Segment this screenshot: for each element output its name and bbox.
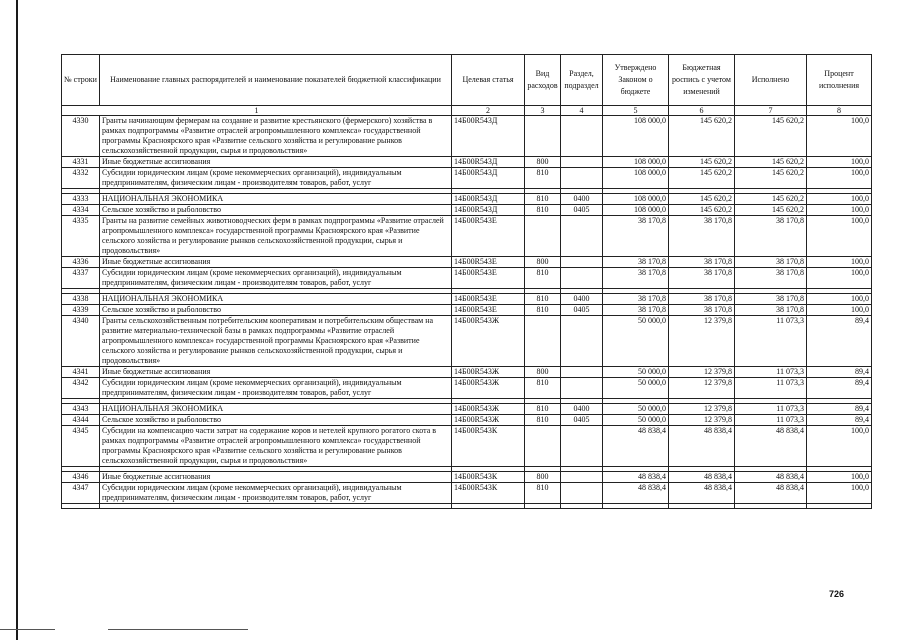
table-row [62,415,872,426]
row-name: Сельское хозяйство и рыболовство [100,415,452,426]
row-name: НАЦИОНАЛЬНАЯ ЭКОНОМИКА [100,294,452,305]
row-budget-amount: 48 838,4 [669,483,735,504]
row-target-code: 14Б00R543Д [452,194,525,205]
row-target-code: 14Б00R543Д [452,205,525,216]
spacer-cell [669,504,735,509]
row-execution-percent: 100,0 [807,268,872,289]
column-number: 1 [62,106,452,116]
row-name: НАЦИОНАЛЬНАЯ ЭКОНОМИКА [100,194,452,205]
spacer-cell [525,504,561,509]
row-name: Субсидии юридическим лицам (кроме некоммерческих организаций), индивидуальным предпринимателям, физическим лицам - производителям товаров, работ, услуг [100,483,452,504]
row-execution-percent: 100,0 [807,426,872,467]
row-executed-amount: 11 073,3 [735,367,807,378]
row-expense-type: 800 [525,257,561,268]
page-number: 726 [829,589,845,599]
row-expense-type: 810 [525,205,561,216]
row-budget-amount: 145 620,2 [669,205,735,216]
row-name: Субсидии юридическим лицам (кроме некоммерческих организаций), индивидуальным предпринимателям, физическим лицам - производителям товаров, работ, услуг [100,168,452,189]
row-approved-amount: 38 170,8 [603,305,669,316]
row-expense-type: 810 [525,378,561,399]
row-budget-amount: 38 170,8 [669,257,735,268]
row-number: 4338 [62,294,100,305]
row-budget-amount: 48 838,4 [669,472,735,483]
row-target-code: 14Б00R543Ж [452,378,525,399]
row-execution-percent: 100,0 [807,305,872,316]
col-header-vid: Вид расходов [525,55,561,106]
row-target-code: 14Б00R543Д [452,157,525,168]
row-name: Иные бюджетные ассигнования [100,157,452,168]
row-executed-amount: 145 620,2 [735,157,807,168]
row-section [561,257,603,268]
row-number: 4342 [62,378,100,399]
row-execution-percent: 100,0 [807,157,872,168]
row-approved-amount: 108 000,0 [603,157,669,168]
column-number: 6 [669,106,735,116]
row-budget-amount: 12 379,8 [669,316,735,367]
row-section [561,116,603,157]
column-number: 7 [735,106,807,116]
table-row [62,426,872,467]
row-approved-amount: 48 838,4 [603,472,669,483]
table-row [62,483,872,504]
row-execution-percent: 100,0 [807,483,872,504]
row-target-code: 14Б00R543Е [452,216,525,257]
row-section [561,472,603,483]
table-row [62,268,872,289]
row-approved-amount: 108 000,0 [603,194,669,205]
table-row [62,367,872,378]
row-expense-type [525,116,561,157]
row-target-code: 14Б00R543Е [452,305,525,316]
row-execution-percent: 100,0 [807,257,872,268]
row-section [561,378,603,399]
row-number: 4335 [62,216,100,257]
row-executed-amount: 38 170,8 [735,216,807,257]
row-approved-amount: 38 170,8 [603,268,669,289]
scan-artifact-line [0,629,55,630]
col-header-budget: Бюджетная роспись с учетом изменений [669,55,735,106]
column-number: 5 [603,106,669,116]
row-expense-type [525,216,561,257]
row-section: 0405 [561,415,603,426]
table-header [62,55,872,116]
row-number: 4333 [62,194,100,205]
row-executed-amount: 145 620,2 [735,168,807,189]
row-number: 4332 [62,168,100,189]
row-expense-type: 810 [525,268,561,289]
row-number: 4334 [62,205,100,216]
row-target-code: 14Б00R543Ж [452,367,525,378]
row-approved-amount: 108 000,0 [603,168,669,189]
row-section [561,426,603,467]
row-expense-type: 810 [525,305,561,316]
row-execution-percent: 89,4 [807,367,872,378]
col-header-approved: Утверждено Законом о бюджете [603,55,669,106]
row-name: НАЦИОНАЛЬНАЯ ЭКОНОМИКА [100,404,452,415]
row-target-code: 14Б00R543Ж [452,404,525,415]
row-executed-amount: 11 073,3 [735,316,807,367]
row-approved-amount: 48 838,4 [603,483,669,504]
row-expense-type: 800 [525,367,561,378]
table-row [62,168,872,189]
row-executed-amount: 145 620,2 [735,205,807,216]
row-number: 4330 [62,116,100,157]
row-budget-amount: 48 838,4 [669,426,735,467]
row-expense-type: 810 [525,483,561,504]
table-row [62,378,872,399]
spacer-cell [62,504,100,509]
row-executed-amount: 48 838,4 [735,483,807,504]
row-expense-type: 810 [525,415,561,426]
row-section: 0400 [561,194,603,205]
col-header-name: Наименование главных распорядителей и наименование показателей бюджетной классификации [100,55,452,106]
row-approved-amount: 108 000,0 [603,205,669,216]
spacer-cell [100,504,452,509]
table-row [62,216,872,257]
row-executed-amount: 38 170,8 [735,257,807,268]
row-number: 4340 [62,316,100,367]
col-header-row-no: № строки [62,55,100,106]
row-section [561,216,603,257]
row-budget-amount: 145 620,2 [669,194,735,205]
row-expense-type: 810 [525,168,561,189]
row-expense-type: 800 [525,157,561,168]
row-expense-type: 810 [525,404,561,415]
row-target-code: 14Б00R543Ж [452,415,525,426]
row-name: Субсидии на компенсацию части затрат на содержание коров и нетелей крупного рогатого скота в рамках подпрограммы «Развитие отраслей агропромышленного комплекса» государственной программы Красноярского края «Развитие сельского хозяйства и регулирование рынков сельскохозяйственной продукции, сырья и продовольствия» [100,426,452,467]
row-section: 0405 [561,305,603,316]
row-section: 0405 [561,205,603,216]
row-expense-type [525,316,561,367]
row-expense-type [525,426,561,467]
row-budget-amount: 145 620,2 [669,157,735,168]
column-number: 2 [452,106,525,116]
row-approved-amount: 50 000,0 [603,367,669,378]
row-approved-amount: 38 170,8 [603,257,669,268]
row-budget-amount: 12 379,8 [669,404,735,415]
row-name: Гранты сельскохозяйственным потребительским кооперативам и потребительским обществам на развитие материально-технической базы в рамках подпрограммы «Развитие отраслей агропромышленного комплекса» государственной программы Красноярского края «Развитие сельского хозяйства и регулирование рынков сельскохозяйственной продукции, сырья и продовольствия» [100,316,452,367]
row-name: Гранты начинающим фермерам на создание и развитие крестьянского (фермерского) хозяйства в рамках подпрограммы «Развитие отраслей агропромышленного комплекса» государственной программы Красноярского края «Развитие сельского хозяйства и регулирование рынков сельскохозяйственной продукции, сырья и продовольствия» [100,116,452,157]
row-name: Иные бюджетные ассигнования [100,367,452,378]
row-section: 0400 [561,294,603,305]
row-number: 4345 [62,426,100,467]
table-row [62,157,872,168]
row-execution-percent: 100,0 [807,205,872,216]
row-executed-amount: 38 170,8 [735,305,807,316]
row-expense-type: 810 [525,194,561,205]
row-execution-percent: 89,4 [807,415,872,426]
row-approved-amount: 50 000,0 [603,404,669,415]
row-execution-percent: 100,0 [807,216,872,257]
row-target-code: 14Б00R543К [452,472,525,483]
row-executed-amount: 11 073,3 [735,415,807,426]
table-row [62,257,872,268]
table-row [62,294,872,305]
spacer-cell [807,504,872,509]
row-approved-amount: 38 170,8 [603,216,669,257]
row-target-code: 14Б00R543Е [452,268,525,289]
row-target-code: 14Б00R543Ж [452,316,525,367]
row-budget-amount: 38 170,8 [669,216,735,257]
row-budget-amount: 145 620,2 [669,116,735,157]
table-row [62,116,872,157]
row-executed-amount: 38 170,8 [735,268,807,289]
col-header-target: Целевая статья [452,55,525,106]
row-executed-amount: 38 170,8 [735,294,807,305]
row-target-code: 14Б00R543Д [452,116,525,157]
table-row [62,305,872,316]
row-name: Иные бюджетные ассигнования [100,472,452,483]
row-execution-percent: 89,4 [807,378,872,399]
row-name: Сельское хозяйство и рыболовство [100,205,452,216]
row-execution-percent: 100,0 [807,168,872,189]
row-section [561,483,603,504]
row-section [561,268,603,289]
column-number: 8 [807,106,872,116]
row-executed-amount: 11 073,3 [735,404,807,415]
row-section: 0400 [561,404,603,415]
col-header-executed: Исполнено [735,55,807,106]
row-number: 4341 [62,367,100,378]
spacer-cell [452,504,525,509]
row-approved-amount: 48 838,4 [603,426,669,467]
row-executed-amount: 145 620,2 [735,194,807,205]
row-expense-type: 800 [525,472,561,483]
row-number: 4331 [62,157,100,168]
row-budget-amount: 12 379,8 [669,367,735,378]
row-name: Иные бюджетные ассигнования [100,257,452,268]
row-expense-type: 810 [525,294,561,305]
row-number: 4336 [62,257,100,268]
row-section [561,157,603,168]
page-binding-edge [16,0,18,640]
row-budget-amount: 38 170,8 [669,294,735,305]
row-target-code: 14Б00R543К [452,483,525,504]
row-budget-amount: 12 379,8 [669,415,735,426]
row-target-code: 14Б00R543Д [452,168,525,189]
row-budget-amount: 12 379,8 [669,378,735,399]
col-header-section: Раздел, подраздел [561,55,603,106]
spacer-cell [735,504,807,509]
row-section [561,168,603,189]
table-body [62,116,872,509]
row-number: 4344 [62,415,100,426]
table-row [62,194,872,205]
row-execution-percent: 100,0 [807,294,872,305]
spacer-cell [603,504,669,509]
row-name: Гранты на развитие семейных животноводческих ферм в рамках подпрограммы «Развитие отраслей агропромышленного комплекса» государственной программы Красноярского края «Развитие сельского хозяйства и регулирование рынков сельскохозяйственной продукции, сырья и продовольствия» [100,216,452,257]
row-execution-percent: 100,0 [807,472,872,483]
row-name: Сельское хозяйство и рыболовство [100,305,452,316]
table-row [62,472,872,483]
col-header-percent: Процент исполнения [807,55,872,106]
row-spacer [62,504,872,509]
table-row [62,205,872,216]
row-budget-amount: 38 170,8 [669,268,735,289]
row-target-code: 14Б00R543Е [452,257,525,268]
row-number: 4337 [62,268,100,289]
row-number: 4343 [62,404,100,415]
row-approved-amount: 38 170,8 [603,294,669,305]
table-row [62,316,872,367]
column-number: 4 [561,106,603,116]
row-executed-amount: 11 073,3 [735,378,807,399]
scan-artifact-line [108,629,248,630]
row-target-code: 14Б00R543Е [452,294,525,305]
row-approved-amount: 108 000,0 [603,116,669,157]
row-budget-amount: 38 170,8 [669,305,735,316]
row-number: 4339 [62,305,100,316]
table-row [62,404,872,415]
row-approved-amount: 50 000,0 [603,316,669,367]
row-execution-percent: 100,0 [807,116,872,157]
row-target-code: 14Б00R543К [452,426,525,467]
row-name: Субсидии юридическим лицам (кроме некоммерческих организаций), индивидуальным предпринимателям, физическим лицам - производителям товаров, работ, услуг [100,378,452,399]
row-execution-percent: 100,0 [807,194,872,205]
row-execution-percent: 89,4 [807,404,872,415]
row-section [561,367,603,378]
spacer-cell [561,504,603,509]
row-section [561,316,603,367]
column-number-row [62,106,872,116]
row-number: 4346 [62,472,100,483]
row-executed-amount: 48 838,4 [735,472,807,483]
row-approved-amount: 50 000,0 [603,415,669,426]
row-executed-amount: 145 620,2 [735,116,807,157]
row-budget-amount: 145 620,2 [669,168,735,189]
column-number: 3 [525,106,561,116]
row-executed-amount: 48 838,4 [735,426,807,467]
row-name: Субсидии юридическим лицам (кроме некоммерческих организаций), индивидуальным предпринимателям, физическим лицам - производителям товаров, работ, услуг [100,268,452,289]
row-number: 4347 [62,483,100,504]
row-approved-amount: 50 000,0 [603,378,669,399]
row-execution-percent: 89,4 [807,316,872,367]
budget-table [61,54,872,509]
